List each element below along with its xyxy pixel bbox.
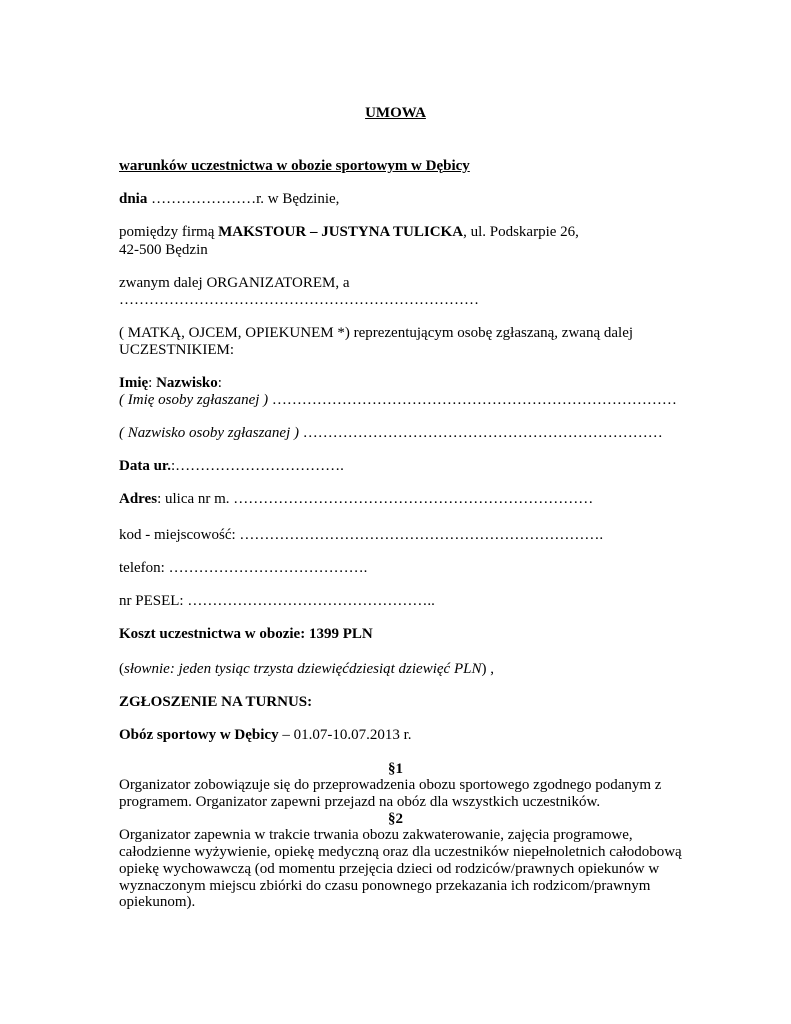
name-separator: :	[148, 375, 157, 391]
organizer-line: zwanym dalej ORGANIZATOREM, a	[119, 275, 350, 291]
section-2-line: opiekunom).	[119, 894, 196, 910]
last-name-blank: ………………………………………………………………	[299, 425, 663, 441]
organizer-blank: ………………………………………………………………	[119, 292, 479, 308]
section-2-line: opiekę wychowawczą (od momentu przejęcia dzieci od rodziców/prawnych opiekunów w	[119, 861, 660, 877]
address-label: Adres	[119, 491, 158, 507]
company-address: , ul. Podskarpie 26,	[463, 224, 579, 240]
section-2-line: całodzienne wyżywienie, opiekę medyczną oraz dla uczestników niepełnoletnich całodobową	[119, 844, 682, 860]
cost-words-text: słownie: jeden tysiąc trzysta dziewięćdziesiąt dziewięć PLN	[124, 661, 482, 677]
representative-line: ( MATKĄ, OJCEM, OPIEKUNEM *) reprezentującym osobę zgłaszaną, zwaną dalej	[119, 325, 634, 341]
section-1-mark: §1	[388, 761, 403, 777]
birth-date-field	[119, 457, 344, 475]
last-name-field	[119, 424, 663, 442]
pesel-field: nr PESEL: …………………………………………..	[119, 593, 435, 609]
cost-in-words	[119, 660, 494, 678]
date-place: …………………r. w Będzinie,	[147, 191, 340, 207]
parties-line	[119, 223, 579, 241]
postal-field: kod - miejscowość: ……………………………………………………………….	[119, 527, 604, 543]
date-line	[119, 190, 339, 208]
date-label: dnia	[119, 191, 148, 207]
section-2-line: wyznaczonym miejscu zbiórki do czasu ponownego przekazania ich rodzicom/prawnym	[119, 878, 651, 894]
birth-date-label: Data ur.	[119, 458, 171, 474]
last-name-hint: ( Nazwisko osoby zgłaszanej )	[119, 425, 299, 441]
company-name: MAKSTOUR – JUSTYNA TULICKA	[218, 224, 464, 240]
first-name-label: Imię	[119, 375, 149, 391]
cost-line: Koszt uczestnictwa w obozie: 1399 PLN	[119, 626, 373, 642]
last-name-label: Nazwisko	[156, 375, 218, 391]
parties-prefix: pomiędzy firmą	[119, 224, 219, 240]
camp-dates: – 01.07-10.07.2013 r.	[278, 727, 412, 743]
address-field	[119, 490, 593, 508]
first-name-blank: ………………………………………………………………………	[268, 392, 677, 408]
name-colon: :	[217, 375, 222, 391]
address-blank: : ulica nr m. ………………………………………………………………	[157, 491, 594, 507]
document-subtitle: warunków uczestnictwa w obozie sportowym w Dębicy	[119, 158, 470, 174]
camp-name: Obóz sportowy w Dębicy	[119, 727, 279, 743]
first-name-field	[119, 391, 677, 409]
section-1-line: programem. Organizator zapewni przejazd na obóz dla wszystkich uczestników.	[119, 794, 601, 810]
document-title: UMOWA	[365, 105, 426, 121]
birth-date-blank: :…………………………….	[170, 458, 344, 474]
section-2-mark: §2	[388, 811, 403, 827]
first-name-hint: ( Imię osoby zgłaszanej )	[119, 392, 269, 408]
section-1-line: Organizator zobowiązuje się do przeprowadzenia obozu sportowego zgodnego podanym z	[119, 777, 662, 793]
cost-words-open: (	[119, 661, 124, 677]
camp-line	[119, 726, 412, 744]
section-2-line: Organizator zapewnia w trakcie trwania obozu zakwaterowanie, zajęcia programowe,	[119, 827, 633, 843]
cost-words-close: ) ,	[481, 661, 494, 677]
company-city: 42-500 Będzin	[119, 242, 208, 258]
representative-line-2: UCZESTNIKIEM:	[119, 342, 234, 358]
turnus-header: ZGŁOSZENIE NA TURNUS:	[119, 694, 313, 710]
name-header	[119, 374, 222, 392]
phone-field: telefon: ………………………………….	[119, 560, 368, 576]
